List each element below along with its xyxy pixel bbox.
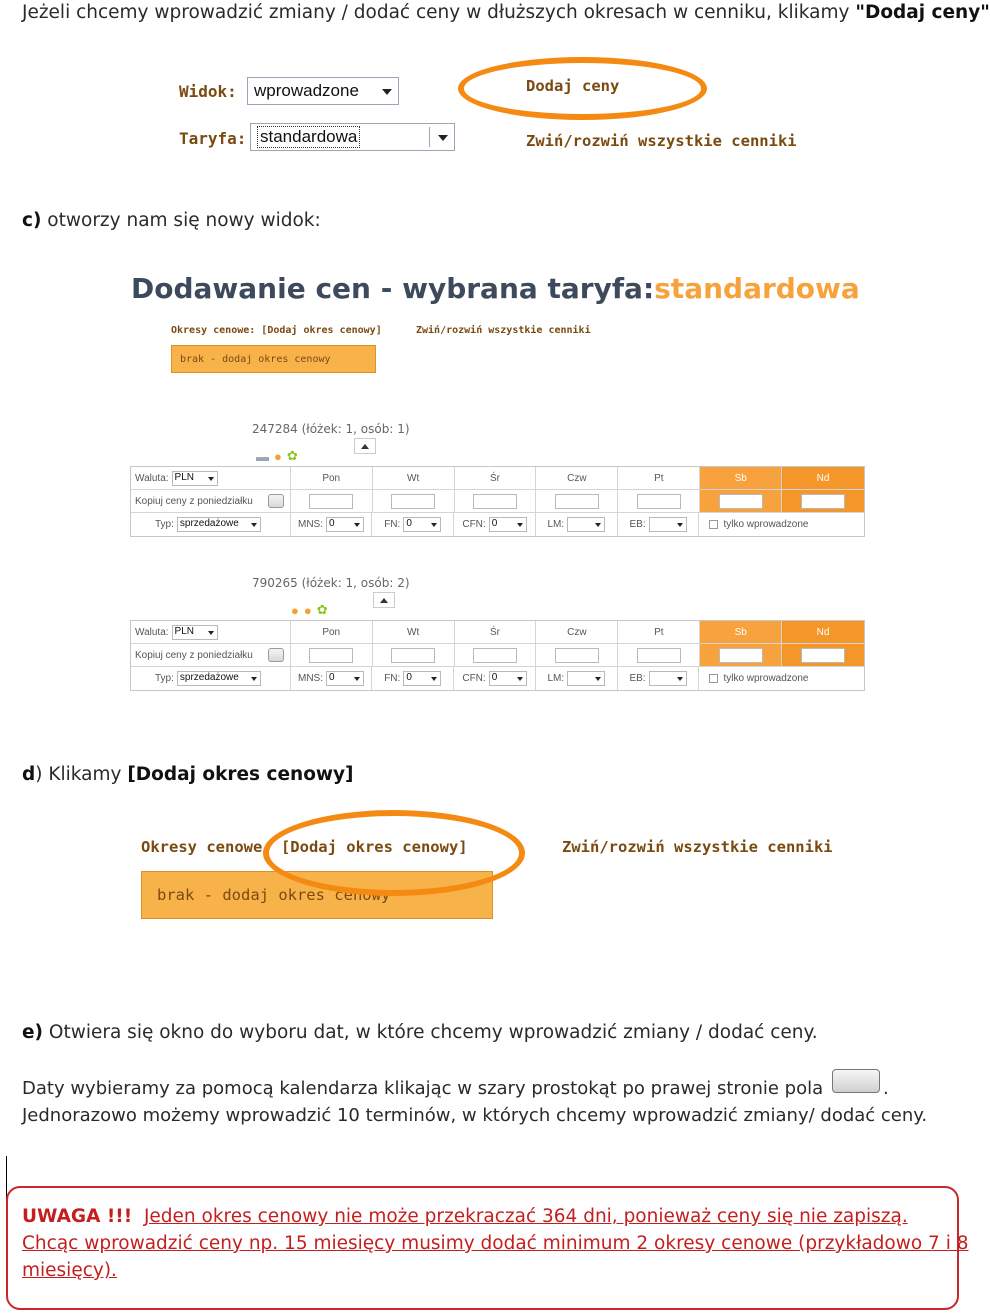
price-table (130, 620, 865, 691)
mns-cell (291, 513, 373, 536)
tylko-checkbox[interactable] (709, 674, 718, 683)
day-header: Pt (618, 621, 700, 643)
price-cell (455, 490, 537, 512)
eb-label: EB: (629, 673, 646, 684)
chevron-down-icon (517, 523, 523, 527)
room-icons (256, 448, 298, 464)
chevron-down-icon (517, 677, 523, 681)
chevron-down-icon (251, 523, 257, 527)
eb-select[interactable] (649, 517, 687, 532)
select-divider (429, 127, 430, 147)
copy-button[interactable] (268, 648, 284, 662)
widok-value: wprowadzone (254, 81, 359, 100)
step-d-letter: d (22, 764, 36, 785)
waluta-label: Waluta: (135, 472, 169, 484)
tylko-label: tylko wprowadzone (723, 519, 809, 530)
step-e-line2 (22, 1078, 823, 1099)
price-cell (700, 490, 782, 512)
day-header: Pon (291, 621, 373, 643)
price-cell (782, 644, 864, 666)
waluta-select[interactable] (172, 625, 218, 640)
step-c-text: otworzy nam się nowy widok: (41, 210, 321, 231)
day-header: Wt (373, 621, 455, 643)
price-input[interactable] (391, 648, 435, 663)
collapse-up-icon[interactable] (354, 438, 376, 454)
intro-paragraph (22, 2, 990, 23)
room-title: 247284 (łóżek: 1, osób: 1) (252, 422, 410, 436)
intro-text: Jeżeli chcemy wprowadzić zmiany / dodać ceny w dłuższych okresach w cenniku, klikamy (22, 2, 856, 23)
price-cell (291, 644, 373, 666)
day-header: Śr (455, 467, 537, 489)
warning-text3: miesięcy). (22, 1260, 117, 1281)
cfn-cell (454, 667, 536, 690)
price-input[interactable] (801, 494, 845, 509)
cfn-label: CFN: (462, 673, 486, 684)
zwin-rozwin-link[interactable]: Zwiń/rozwiń wszystkie cenniki (562, 838, 833, 856)
lm-select[interactable] (567, 671, 605, 686)
person-icon: ● (274, 448, 282, 464)
tylko-cell (699, 513, 864, 536)
tylko-label: tylko wprowadzone (723, 673, 809, 684)
bed-icon: ▬ (256, 448, 269, 464)
warning-line3 (22, 1260, 117, 1281)
lm-select[interactable] (567, 517, 605, 532)
price-cell (455, 644, 537, 666)
typ-select[interactable] (177, 517, 261, 532)
mns-label: MNS: (297, 519, 323, 530)
step-d-bold: [Dodaj okres cenowy] (127, 764, 354, 785)
step-e-text: Otwiera się okno do wyboru dat, w które chcemy wprowadzić zmiany / dodać ceny. (43, 1022, 818, 1043)
highlight-oval (263, 810, 525, 896)
waluta-cell (131, 467, 291, 489)
typ-value: sprzedażowe (179, 672, 239, 683)
meal-icon: ✿ (316, 602, 328, 617)
warning-prefix: UWAGA !!! (22, 1206, 133, 1227)
price-input[interactable] (719, 648, 763, 663)
price-cell (618, 644, 700, 666)
price-input[interactable] (473, 494, 517, 509)
price-cell (373, 644, 455, 666)
price-input[interactable] (555, 494, 599, 509)
lm-cell (536, 667, 618, 690)
chevron-down-icon (438, 135, 448, 141)
collapse-up-icon[interactable] (373, 592, 395, 608)
day-header: Pon (291, 467, 373, 489)
mns-value: 0 (328, 518, 335, 529)
cfn-value: 0 (491, 518, 498, 529)
price-input[interactable] (719, 494, 763, 509)
room-title: 790265 (łóżek: 1, osób: 2) (252, 576, 410, 590)
cfn-label: CFN: (462, 519, 486, 530)
mns-cell (291, 667, 373, 690)
cfn-select[interactable] (489, 517, 527, 532)
cfn-value: 0 (491, 672, 498, 683)
widok-select[interactable] (247, 77, 399, 105)
fn-select[interactable] (403, 671, 441, 686)
typ-label: Typ: (155, 519, 174, 530)
chevron-down-icon (251, 677, 257, 681)
eb-cell (618, 667, 700, 690)
price-cell (618, 490, 700, 512)
lm-label: LM: (547, 673, 565, 684)
fn-cell (372, 513, 454, 536)
widok-label: Widok: (179, 82, 237, 101)
warning-line1 (22, 1206, 908, 1227)
copy-button[interactable] (268, 494, 284, 508)
step-c-paragraph (22, 210, 321, 231)
price-cell (373, 490, 455, 512)
day-header: Czw (536, 467, 618, 489)
typ-cell (131, 667, 291, 690)
price-input[interactable] (555, 648, 599, 663)
day-header: Sb (700, 621, 782, 643)
step-d-paragraph (22, 764, 354, 785)
tylko-cell (699, 667, 864, 690)
taryfa-value: standardowa (257, 126, 360, 148)
chevron-down-icon (208, 477, 214, 481)
price-input[interactable] (637, 648, 681, 663)
page-title (131, 272, 860, 305)
price-cell (536, 644, 618, 666)
lm-cell (536, 513, 618, 536)
price-cell (291, 490, 373, 512)
zwin-rozwin-link[interactable]: Zwiń/rozwiń wszystkie cenniki (526, 132, 797, 150)
taryfa-select[interactable] (250, 123, 455, 151)
fn-cell (372, 667, 454, 690)
mns-select[interactable] (326, 517, 364, 532)
price-cell (536, 490, 618, 512)
price-cell (700, 644, 782, 666)
price-table (130, 466, 865, 537)
fn-select[interactable] (403, 517, 441, 532)
fn-value: 0 (406, 518, 412, 529)
mns-value: 0 (328, 672, 335, 683)
day-header: Nd (782, 621, 864, 643)
price-input[interactable] (473, 648, 517, 663)
step-e-line2-text: Daty wybieramy za pomocą kalendarza klikając w szary prostokąt po prawej stronie pola (22, 1078, 824, 1099)
day-header: Sb (700, 467, 782, 489)
warning-text1: Jeden okres cenowy nie może przekraczać 364 dni, ponieważ ceny się nie zapiszą. (143, 1206, 908, 1227)
eb-cell (618, 513, 700, 536)
chevron-down-icon (431, 677, 437, 681)
person-icon: ● (303, 602, 312, 618)
step-c-letter: c) (22, 210, 42, 231)
taryfa-label: Taryfa: (179, 129, 247, 148)
chevron-down-icon (677, 523, 683, 527)
waluta-value: PLN (174, 625, 194, 637)
waluta-value: PLN (174, 471, 194, 483)
empty-periods-text: brak - dodaj okres cenowy (157, 886, 391, 904)
eb-label: EB: (629, 519, 646, 530)
table-row (131, 621, 864, 644)
chevron-down-icon (354, 523, 360, 527)
kopiuj-cell (131, 490, 291, 512)
cfn-cell (454, 513, 536, 536)
meal-icon: ✿ (286, 448, 298, 463)
price-input[interactable] (309, 648, 353, 663)
chevron-down-icon (431, 523, 437, 527)
chevron-down-icon (595, 677, 601, 681)
dodaj-ceny-link[interactable]: Dodaj ceny (526, 77, 620, 95)
warning-line2 (22, 1233, 969, 1254)
fn-label: FN: (384, 673, 401, 684)
chevron-down-icon (677, 677, 683, 681)
price-input[interactable] (801, 648, 845, 663)
kopiuj-cell (131, 644, 291, 666)
room-icons (291, 602, 328, 618)
mns-select[interactable] (326, 671, 364, 686)
day-header: Nd (782, 467, 864, 489)
table-row (131, 667, 864, 690)
calendar-button-sample (832, 1069, 880, 1093)
intro-bold: "Dodaj ceny" (855, 2, 990, 23)
typ-value: sprzedażowe (179, 518, 239, 529)
chevron-down-icon (354, 677, 360, 681)
day-header: Pt (618, 467, 700, 489)
price-cell (782, 490, 864, 512)
person-icon: ● (291, 602, 299, 618)
waluta-cell (131, 621, 291, 643)
kopiuj-label: Kopiuj ceny z poniedziałku (135, 649, 253, 661)
dodaj-okres-link[interactable]: Okresy cenowe: [Dodaj okres cenowy] (141, 838, 468, 856)
table-row (131, 644, 864, 667)
chevron-down-icon (208, 631, 214, 635)
step-e-line2-end: . (883, 1078, 889, 1099)
step-e-letter: e) (22, 1022, 44, 1043)
mns-label: MNS: (297, 673, 323, 684)
fn-value: 0 (406, 672, 412, 683)
table-row (131, 467, 864, 490)
step-e-paragraph (22, 1022, 818, 1043)
typ-label: Typ: (155, 673, 174, 684)
chevron-down-icon (382, 89, 392, 95)
fn-label: FN: (384, 519, 401, 530)
price-input[interactable] (391, 494, 435, 509)
waluta-select[interactable] (172, 471, 218, 486)
title-prefix: Dodawanie cen - wybrana taryfa: (131, 272, 655, 305)
day-header: Wt (373, 467, 455, 489)
day-header: Śr (455, 621, 537, 643)
day-header: Czw (536, 621, 618, 643)
price-input[interactable] (309, 494, 353, 509)
waluta-label: Waluta: (135, 626, 169, 638)
lm-label: LM: (547, 519, 565, 530)
cfn-select[interactable] (489, 671, 527, 686)
empty-periods-box (171, 345, 376, 373)
chevron-down-icon (595, 523, 601, 527)
zwin-rozwin-link[interactable]: Zwiń/rozwiń wszystkie cenniki (416, 325, 591, 336)
title-tariff: standardowa (654, 272, 860, 305)
typ-cell (131, 513, 291, 536)
warning-text2: Chcąc wprowadzić ceny np. 15 miesięcy musimy dodać minimum 2 okresy cenowe (przykładowo 7 i 8 (22, 1233, 969, 1254)
eb-select[interactable] (649, 671, 687, 686)
dodaj-okres-link[interactable]: Okresy cenowe: [Dodaj okres cenowy] (171, 325, 382, 336)
step-d-text: ) Klikamy (35, 764, 128, 785)
typ-select[interactable] (177, 671, 261, 686)
table-row (131, 513, 864, 536)
table-row (131, 490, 864, 513)
step-e-line3: Jednorazowo możemy wprowadzić 10 terminów, w których chcemy wprowadzić zmiany/ dodać ceny. (22, 1105, 928, 1126)
kopiuj-label: Kopiuj ceny z poniedziałku (135, 495, 253, 507)
empty-periods-text: brak - dodaj okres cenowy (180, 354, 331, 365)
tylko-checkbox[interactable] (709, 520, 718, 529)
price-input[interactable] (637, 494, 681, 509)
